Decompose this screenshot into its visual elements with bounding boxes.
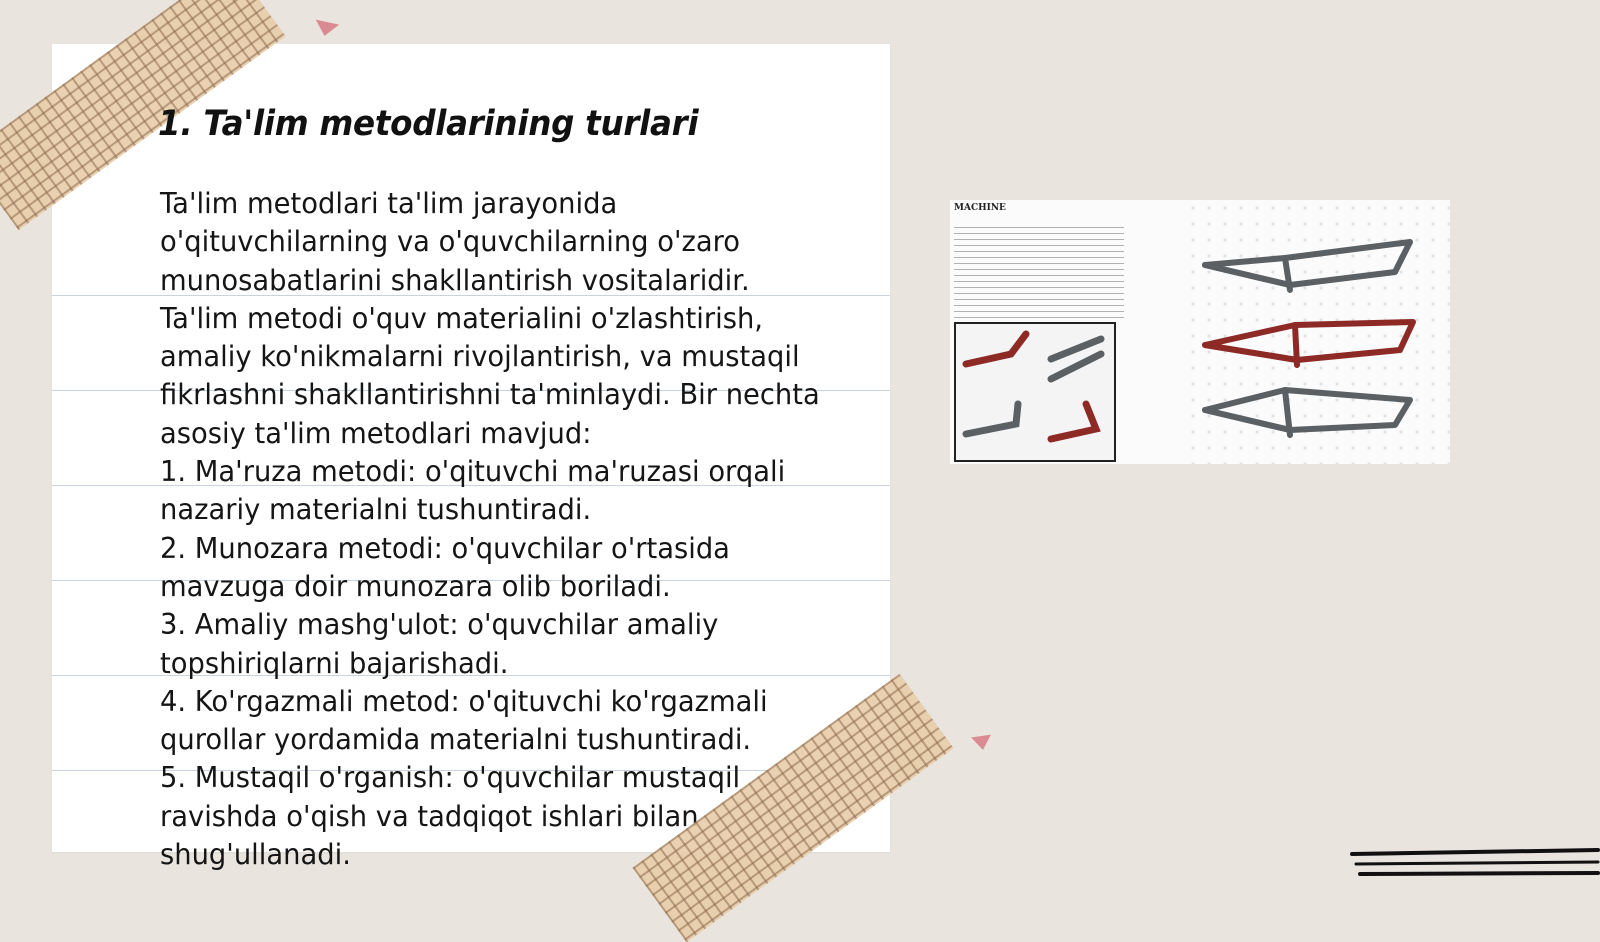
figure-brand-label: MACHINE (954, 203, 1006, 213)
pin-icon (971, 735, 993, 752)
spec-list-graphic (954, 227, 1124, 319)
frame-gray-top (1205, 242, 1410, 290)
slide-title: 1. Ta'lim metodlarining turlari (158, 104, 699, 144)
slide-body-text: Ta'lim metodlari ta'lim jarayonida o'qituvchilarning va o'quvchilarning o'zaro munosabatlarini shakllantirish vositalaridir. Ta'lim metodi o'quv materialini o'zlashtirish, amaliy ko'nikmalarni rivojlantirish, va mustaqil fikrlashni shakllantirishni ta'minlaydi. Bir nechta asosiy ta'lim metodlari mavjud: 1. Ma'ruza metodi: o'qituvchi ma'ruzasi orqali nazariy materialni tushuntiradi. 2. Munozara metodi: o'quvchilar o'rtasida mavzuga doir munozara olib boriladi. 3. Amaliy mashg'ulot: o'quvchilar amaliy topshiriqlarni bajarishadi. 4. Ko'rgazmali metod: o'qituvchi ko'rgazmali qurollar yordamida materialni tushuntiradi. 5. Mustaqil o'rganish: o'quvchilar mustaqil ravishda o'qish va tadqiqot ishlari bilan shug'ullanadi. (160, 187, 820, 872)
frame-detail-photos (956, 324, 1114, 460)
frame-gray-bottom (1205, 390, 1410, 435)
pin-icon (313, 20, 339, 39)
frame-red (1205, 322, 1413, 365)
bike-frame-image (950, 200, 1450, 464)
detail-inset (954, 322, 1116, 462)
decorative-brush-lines (1350, 848, 1600, 888)
bike-frames-graphic (1185, 210, 1450, 460)
